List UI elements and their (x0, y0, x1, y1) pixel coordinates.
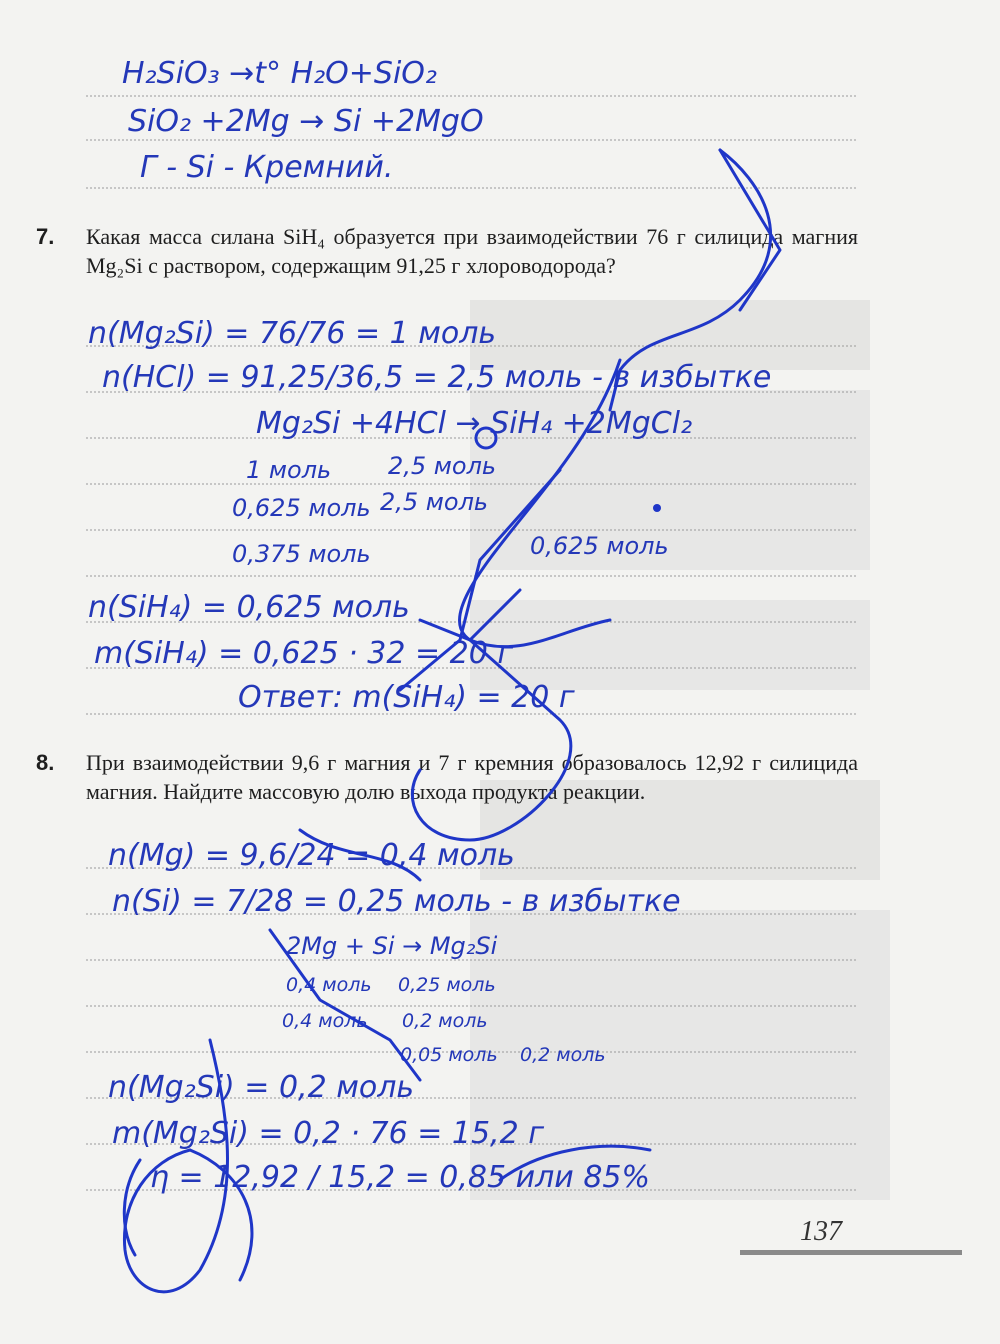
hw-t8-line-8: m(Mg₂Si) = 0,2 · 76 = 15,2 г (112, 1116, 544, 1151)
hw-t7-line-2: n(HCl) = 91,25/36,5 = 2,5 моль - в избытке (102, 360, 772, 395)
hw-t8-line-4b: 0,25 моль (398, 974, 496, 996)
hw-t7-line-7: n(SiH₄) = 0,625 моль (88, 590, 410, 625)
hw-t7-line-4b: 2,5 моль (388, 452, 497, 480)
task-8 (36, 748, 858, 806)
hw-t8-line-3: 2Mg + Si → Mg₂Si (286, 932, 498, 960)
hw-t7-line-8: m(SiH₄) = 0,625 · 32 = 20 г (94, 636, 514, 671)
hw-t8-line-6b: 0,2 моль (520, 1044, 606, 1066)
hw-top-line-2: SiO₂ +2Mg → Si +2MgO (128, 104, 484, 139)
hw-t8-line-6a: 0,05 моль (400, 1044, 498, 1066)
hw-t7-line-9: Ответ: m(SiH₄) = 20 г (238, 680, 575, 715)
hw-t8-line-5a: 0,4 моль (282, 1010, 368, 1032)
page-number: 137 (800, 1216, 842, 1247)
hw-t7-line-6b: 0,625 моль (530, 532, 669, 560)
task-7-text: Какая масса силана SiH₄ образуется при взаимодействии 76 г силицида магния Mg₂Si с раствором, содержащим 91,25 г хлороводорода? (86, 224, 858, 278)
hw-top-line-1: H₂SiO₃ →t° H₂O+SiO₂ (122, 56, 437, 91)
hw-t8-line-7: n(Mg₂Si) = 0,2 моль (108, 1070, 415, 1105)
hw-t7-line-6a: 0,375 моль (232, 540, 371, 568)
hw-t7-line-1: n(Mg₂Si) = 76/76 = 1 моль (88, 316, 497, 351)
hw-t7-line-3: Mg₂Si +4HCl → SiH₄ +2MgCl₂ (256, 406, 693, 441)
hw-top-line-3: Г - Si - Кремний. (140, 150, 394, 185)
hw-t8-line-4a: 0,4 моль (286, 974, 372, 996)
task-7 (36, 222, 858, 280)
hw-t8-line-9: η = 12,92 / 15,2 = 0,85 или 85% (150, 1160, 651, 1195)
hw-t7-line-5b: 2,5 моль (380, 488, 489, 516)
task-7-number: 7. (36, 224, 55, 249)
task-8-text: При взаимодействии 9,6 г магния и 7 г кремния образовалось 12,92 г силицида магния. Найдите массовую долю выхода продукта реакции. (86, 750, 858, 804)
hw-t8-line-2: n(Si) = 7/28 = 0,25 моль - в избытке (112, 884, 681, 919)
hw-t8-line-1: n(Mg) = 9,6/24 = 0,4 моль (108, 838, 515, 873)
hw-t7-line-5a: 0,625 моль (232, 494, 371, 522)
page-number-bar (740, 1250, 962, 1255)
task-8-number: 8. (36, 750, 55, 775)
hw-t7-line-4a: 1 моль (246, 456, 332, 484)
hw-t8-line-5b: 0,2 моль (402, 1010, 488, 1032)
